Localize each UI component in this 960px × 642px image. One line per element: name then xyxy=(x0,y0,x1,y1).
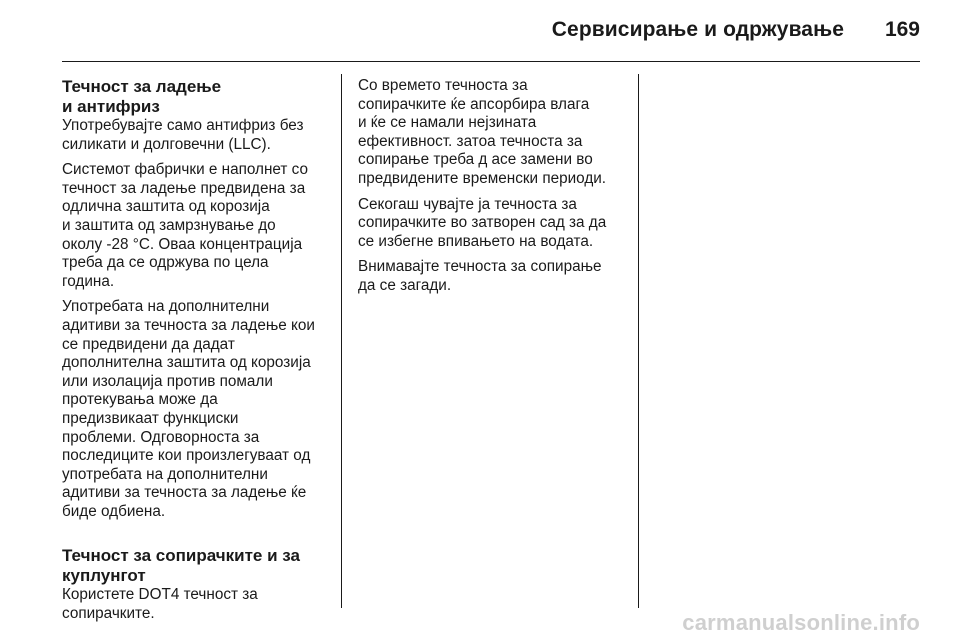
paragraph: Со времето течноста за сопирачките ќе апсорбира влага и ќе се намали нејзината ефективност. затоа течноста за сопирање треба д асе замени во предвидените временски периоди. xyxy=(358,77,607,187)
page-header xyxy=(62,14,920,50)
paragraph: Системот фабрички е наполнет со течност за ладење предвидена за одлична заштита од корозија и заштита од замрзнување до околу -28 °C. Оваа концентрација треба да се одржува по цела година. xyxy=(62,161,309,290)
page-number: 169 xyxy=(884,18,920,41)
paragraph: Употребата на дополнителни адитиви за течноста за ладење кои се предвидени да дадат дополнителна заштита од корозија или изолација против помали протекувања може да предизвикаат функциски проблеми. Одговорноста за последиците кои произлегуваат од употребата на дополнителни адитиви за течноста за ладење ќе биде одбиена. xyxy=(62,298,315,520)
header-rule xyxy=(62,61,920,62)
heading-brake-fluid: Течност за сопирачките и за куплунгот xyxy=(62,546,300,586)
column-1 xyxy=(62,77,334,631)
column-divider xyxy=(638,74,639,608)
watermark: carmanualsonline.info xyxy=(682,610,920,635)
column-2 xyxy=(358,77,630,303)
paragraph: Употребувајте само антифриз без силикати и долговечни (LLC). xyxy=(62,117,304,153)
section-title: Сервисирање и одржување xyxy=(551,18,844,41)
paragraph: Внимавајте течноста за сопирање да се загади. xyxy=(358,258,602,294)
paragraph: Користете DOT4 течност за сопирачките. xyxy=(62,586,258,623)
column-divider xyxy=(341,74,342,608)
heading-coolant: Течност за ладење и антифриз xyxy=(62,77,222,116)
paragraph: Секогаш чувајте ја течноста за сопирачките во затворен сад за да се избегне впивањето на водата. xyxy=(358,195,607,250)
